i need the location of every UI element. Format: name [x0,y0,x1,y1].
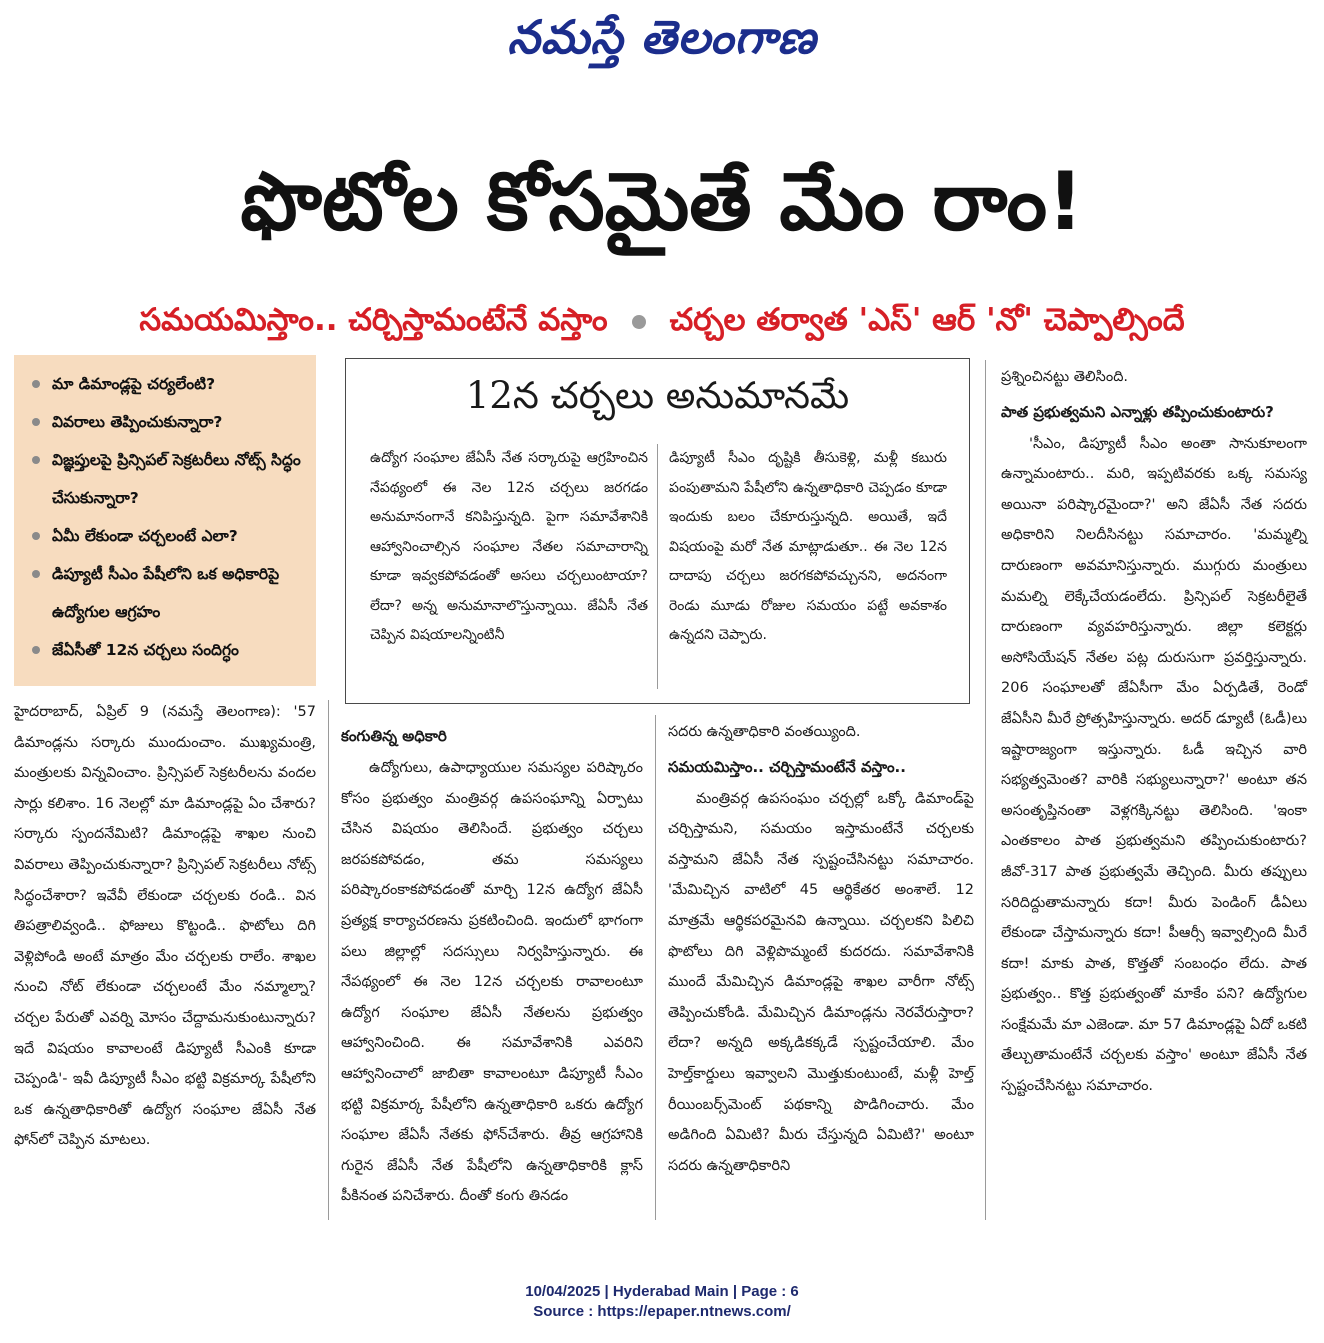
footer-source-link[interactable]: Source : https://epaper.ntnews.com/ [533,1303,791,1320]
box-column-right: డిప్యూటీ సీఎం దృష్టికి తీసుకెళ్లి, మళ్లీ కబురు పంపుతామని పేషీలోని ఉన్నతాధికారి చెప్పడం కూడా ఇందుకు బలం చేకూరుస్తున్నది. అయితే, ఇదే విషయంపై మరో నేత మాట్లాడుతూ.. ఈ నెల 12న దాదాపు చర్చలు జరగకపోవచ్చునని, అదనంగా రెండు మూడు రోజుల సమయం పట్టే అవకాశం ఉన్నదని చెప్పారు. [669,450,947,643]
page-footer [0,1282,1324,1322]
subheadline-left: సమయమిస్తాం.. చర్చిస్తామంటేనే వస్తాం [139,302,608,338]
column-divider [328,700,329,1220]
highlights-box [14,355,316,686]
article-paragraph: ఉద్యోగులు, ఉపాధ్యాయుల సమస్యల పరిష్కారం కోసం ప్రభుత్వం మంత్రివర్గ ఉపసంఘాన్ని ఏర్పాటు చేసిన విషయం తెలిసిందే. ప్రభుత్వం చర్చలు జరపకపోవడం, తమ సమస్యలు పరిష్కారంకాకపోవడంతో మార్చి 12న ఉద్యోగ జేఏసీ ప్రత్యక్ష కార్యాచరణను ప్రకటించింది. ఇందులో భాగంగా పలు జిల్లాల్లో సదస్సులు నిర్వహిస్తున్నారు. ఈ నేపథ్యంలో ఈ నెల 12న చర్చలకు రావాలంటూ ఉద్యోగ సంఘాల జేఏసీ నేతలను ప్రభుత్వం ఆహ్వానించింది. ఈ సమావేశానికి ఎవరిని ఆహ్వానించాలో జాబితా కావాలంటూ డిప్యూటీ సీఎం భట్టి విక్రమార్క పేషీలోని ఉన్నతాధికారి ఒకరు ఉద్యోగ సంఘాల జేఏసీ నేతకు ఫోన్‌చేశారు. తీవ్ర ఆగ్రహానికి గురైన జేఏసీ నేత పేషీలోని ఉన్నతాధికారికి క్లాస్ పీకినంత పనిచేశారు. దీంతో కంగు తినడం [341,760,643,1205]
subheadline [0,290,1324,350]
box-divider [657,444,658,689]
highlight-item: మా డిమాండ్లపై చర్యలేంటి? [32,365,308,403]
highlight-item: జేఏసీతో 12న చర్చలు సందిగ్ధం [32,631,308,669]
box-title: 12న చర్చలు అనుమానమే [465,374,850,417]
article-column-4 [1001,362,1307,1102]
section-heading: సమయమిస్తాం.. చర్చిస్తామంటేనే వస్తాం.. [668,757,906,776]
highlight-item: వివరాలు తెప్పించుకున్నారా? [32,403,308,441]
article-paragraph: ప్రశ్నించినట్టు తెలిసింది. [1001,369,1129,385]
article-paragraph: హైదరాబాద్, ఏప్రిల్ 9 (నమస్తే తెలంగాణ): '57 డిమాండ్లను సర్కారు ముందుంచాం. ముఖ్యమంత్రి, మంత్రులకు విన్నవించాం. ప్రిన్సిపల్ సెక్రటరీలను వందల సార్లు కలిశాం. 16 నెలల్లో మా డిమాండ్లపై ఏం చేశారు? సర్కారు స్పందనేమిటి? డిమాండ్లపై శాఖల నుంచి వివరాలు తెప్పించుకున్నారా? ప్రిన్సిపల్ సెక్రటరీలు నోట్స్ సిద్ధంచేశారా? ఇవేవీ లేకుండా చర్చలకు రండి.. విన తిపత్రాలివ్వండి.. ఫోజులు కొట్టండి.. ఫొటోలు దిగి వెళ్లిపోండి అంటే మాత్రం మేం చర్చలకు రాలేం. శాఖల నుంచి నోట్ లేకుండా చర్చలంటే మేం నమ్మాల్నా? చర్చల పేరుతో ఎవర్ని మోసం చేద్దామనుకుంటున్నారు? ఇదే విషయం కావాలంటే డిప్యూటీ సీఎంకి కూడా చెప్పండి'- ఇవీ డిప్యూటీ సీఎం భట్టి విక్రమార్క పేషీలోని ఒక ఉన్నతాధికారితో ఉద్యోగ సంఘాల జేఏసీ నేత ఫోన్‌లో చెప్పిన మాటలు. [14,704,316,1149]
article-paragraph: సదరు ఉన్నతాధికారి వంతయ్యింది. [668,724,861,740]
article-column-1 [14,697,316,1156]
bullet-dot-icon [632,315,646,329]
headline: ఫొటోల కోసమైతే మేం రాం! [240,155,1084,248]
section-heading: పాత ప్రభుత్వమని ఎన్నాళ్లు తప్పించుకుంటారు? [1001,402,1274,421]
article-paragraph: మంత్రివర్గ ఉపసంఘం చర్చల్లో ఒక్కో డిమాండ్‌పై చర్చిస్తామని, సమయం ఇస్తామంటేనే చర్చలకు వస్తామని జేఏసీ నేత స్పష్టంచేసినట్టు సమాచారం. 'మేమిచ్చిన వాటిలో 45 ఆర్థికేతర అంశాలే. 12 మాత్రమే ఆర్థికపరమైనవి ఉన్నాయి. చర్చలకని పిలిచి ఫొటోలు దిగి వెళ్లిపొమ్మంటే కుదరదు. సమావేశానికి ముందే మేమిచ్చిన డిమాండ్లపై శాఖల వారీగా నోట్స్ తెప్పించుకోండి. మేమిచ్చిన డిమాండ్లను నెరవేరుస్తారా? లేదా? అన్నది అక్కడికక్కడే స్పష్టంచేయాలి. మేం హెల్త్‌కార్డులు ఇవ్వాలని మొత్తుకుంటుంటే, మళ్లీ హెల్త్ రీయింబర్స్‌మెంట్ పథకాన్ని పొడిగించారు. మేం అడిగింది ఏమిటి? మీరు చేస్తున్నది ఏమిటి?' అంటూ సదరు ఉన్నతాధికారిని [668,790,974,1174]
section-heading: కంగుతిన్న అధికారి [341,727,447,745]
article-paragraph: 'సీఎం, డిప్యూటీ సీఎం అంతా సానుకూలంగా ఉన్నామంటారు.. మరి, ఇప్పటివరకు ఒక్క సమస్య అయినా పరిష్కారమైందా?' అని జేఏసీ నేత సదరు అధికారిని నిలదీసినట్టు సమాచారం. 'మమ్మల్ని దారుణంగా అవమానిస్తున్నారు. ముగ్గురు మంత్రులు మమల్ని లెక్కేచేయడంలేదు. ప్రిన్సిపల్ సెక్రటరీలైతే దారుణంగా వ్యవహరిస్తున్నారు. జిల్లా కలెక్టర్లు అసోసియేషన్ నేతల పట్ల దురుసుగా ప్రవర్తిస్తున్నారు. 206 సంఘాలతో జేఏసీగా మేం ఏర్పడితే, రెండో జేఏసీని మీరే ప్రోత్సహిస్తున్నారు. అదర్ డ్యూటీ (ఓడీ)లు ఇష్టారాజ్యంగా ఇస్తున్నారు. ఓడీ ఇచ్చిన వారి సభ్యత్వమెంత? వారికి సభ్యులున్నారా?' అంటూ తన అసంతృప్తినంతా వెళ్లగక్కినట్టు తెలిసింది. 'ఇంకా ఎంతకాలం పాత ప్రభుత్వమని తప్పించుకుంటారు? జీవో-317 పాత ప్రభుత్వమే తెచ్చింది. మీరు తప్పులు సరిదిద్దుతామన్నారు కదా! మీరు పెండింగ్ డీఏలు లేకుండా చేస్తామన్నారు కదా! పీఆర్సీ ఇవ్వాల్సింది మీరే కదా! మాకు పాత, కొత్తతో సంబంధం లేదు. పాత ప్రభుత్వం.. కొత్త ప్రభుత్వంతో మాకేం పని? ఉద్యోగుల సంక్షేమమే మా ఎజెండా. మా 57 డిమాండ్లపై ఏదో ఒకటి తేల్చుతామంటేనే చర్చలకు వస్తాం' అంటూ జేఏసీ నేత స్పష్టంచేసినట్టు సమాచారం. [1001,435,1307,1095]
sidebar-box [345,358,970,704]
article-column-2 [341,717,643,1212]
column-divider [985,360,986,1220]
footer-edition-line: 10/04/2025 | Hyderabad Main | Page : 6 [525,1283,799,1300]
column-divider [655,715,656,1220]
masthead-logo: నమస్తే తెలంగాణ [507,10,817,64]
article-column-3 [668,717,974,1181]
highlight-item: విజ్ఞప్తులపై ప్రిన్సిపల్ సెక్రటరీలు నోట్స్ సిద్ధం చేసుకున్నారా? [32,441,308,517]
subheadline-right: చర్చల తర్వాత 'ఎస్' ఆర్ 'నో' చెప్పాల్సిందే [669,302,1185,338]
highlight-item: డిప్యూటీ సీఎం పేషీలోని ఒక అధికారిపై ఉద్యోగుల ఆగ్రహం [32,555,308,631]
box-column-left: ఉద్యోగ సంఘాల జేఏసీ నేత సర్కారుపై ఆగ్రహించిన నేపథ్యంలో ఈ నెల 12న చర్చలు జరగడం అనుమానంగానే కనిపిస్తున్నది. పైగా సమావేశానికి ఆహ్వానించాల్సిన సంఘాల నేతల సమాచారాన్ని కూడా ఇవ్వకపోవడంతో అసలు చర్చలుంటాయా? లేదా? అన్న అనుమానాలొస్తున్నాయి. జేఏసీ నేత చెప్పిన విషయాలన్నింటినీ [370,450,648,643]
highlight-item: ఏమీ లేకుండా చర్చలంటే ఎలా? [32,517,308,555]
